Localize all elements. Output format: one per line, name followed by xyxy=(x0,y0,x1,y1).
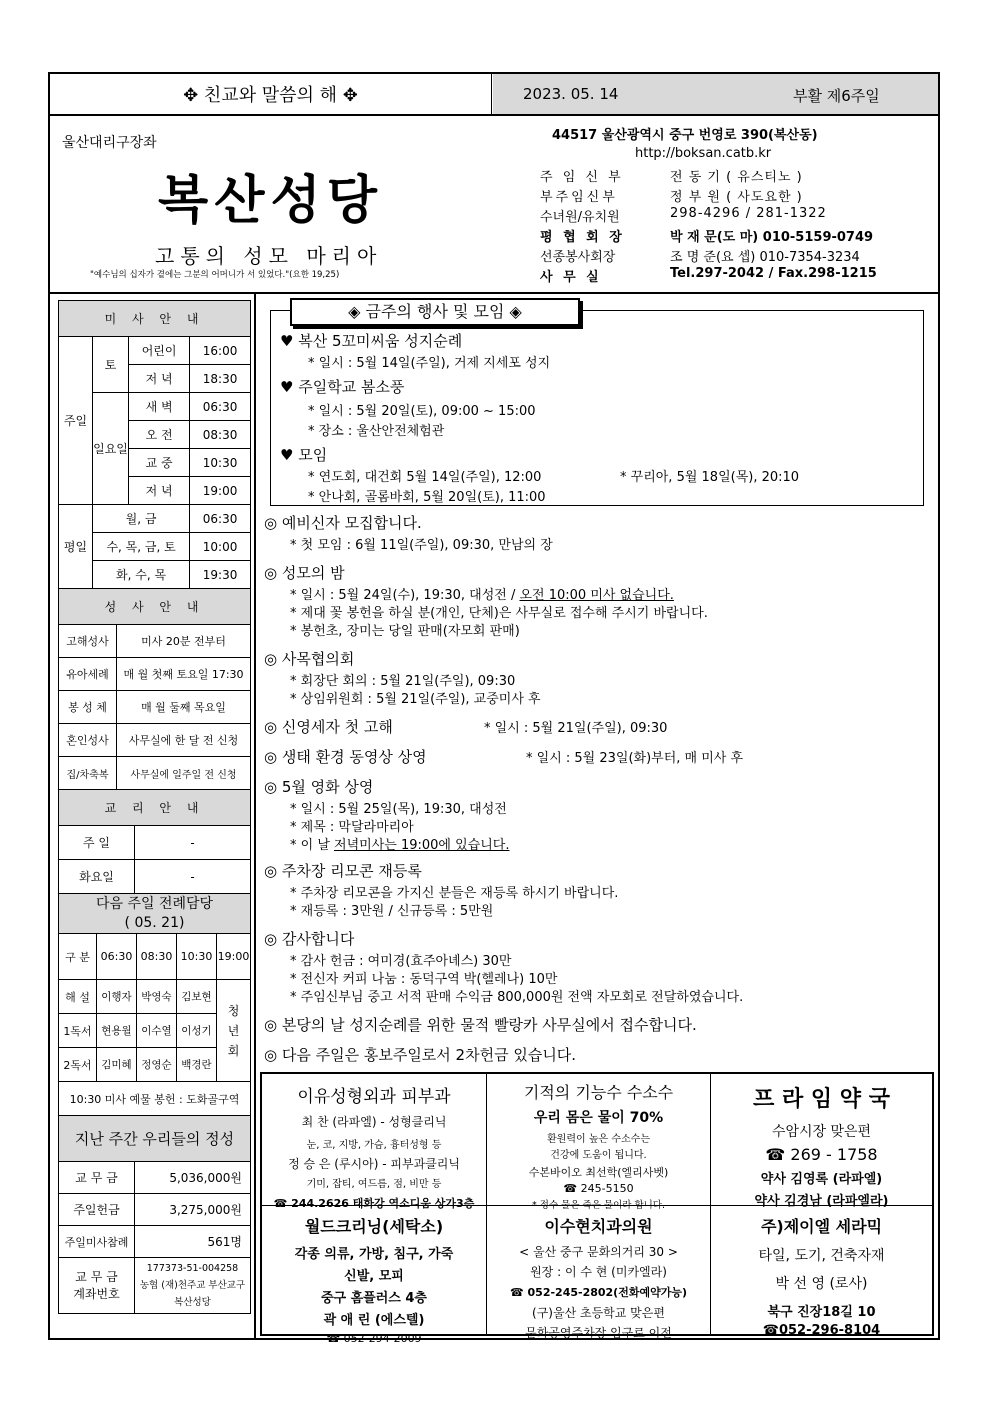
ad-line: 건강에 도움이 됩니다. xyxy=(550,1150,647,1161)
sat-label: 토 xyxy=(93,337,129,393)
ad-line: 박 선 영 (로사) xyxy=(775,1276,868,1292)
notice-text: * 일시 : 5월 24일(수), 19:30, 대성전 / xyxy=(290,588,520,603)
ad-line: 기미, 잡티, 여드름, 점, 비만 등 xyxy=(306,1179,442,1190)
notice-detail: * 봉헌초, 장미는 당일 판매(자모회 판매) xyxy=(290,624,520,639)
liturgy-head: 08:30 xyxy=(136,934,176,980)
doctrine-day: 주 일 xyxy=(59,826,135,860)
doctrine-info: - xyxy=(135,826,251,860)
liturgy-head: 19:00 xyxy=(217,934,251,980)
staff-name: Tel.297-2042 / Fax.298-1215 xyxy=(670,266,877,281)
event-detail: * 연도회, 대건회 5월 14일(주일), 12:00 xyxy=(308,470,542,485)
event-detail: * 안나회, 골롬바회, 5월 20일(토), 11:00 xyxy=(308,490,546,505)
liturgy-role: 해 설 xyxy=(59,980,97,1014)
account-number: 177373-51-004258 xyxy=(146,1263,239,1274)
ad-title: 기적의 기능수 수소수 xyxy=(523,1083,674,1102)
ad-title: 프 라 임 약 국 xyxy=(753,1087,890,1112)
ad-line: 수암시장 맞은편 xyxy=(771,1124,872,1140)
ad-line: 곽 애 린 (에스텔) xyxy=(323,1313,425,1328)
scripture-quote: "예수님의 십자가 곁에는 그분의 어머니가 서 있었다."(요한 19,25) xyxy=(90,270,340,280)
notice-detail: * 회장단 회의 : 5월 21일(주일), 09:30 xyxy=(290,674,516,689)
notice-detail: * 상임위원회 : 5월 21일(주일), 교중미사 후 xyxy=(290,692,541,707)
sunday-label: 주일 xyxy=(59,337,93,505)
event-detail: * 꾸리아, 5월 18일(목), 20:10 xyxy=(620,470,800,485)
patron-name: 고통의 성모 마리아 xyxy=(155,244,383,268)
notice-detail: * 일시 : 5월 25일(목), 19:30, 대성전 xyxy=(290,802,507,817)
liturgy-table xyxy=(58,893,251,1116)
sacrament-name: 유아세례 xyxy=(59,658,117,691)
liturgy-head: 구 분 xyxy=(59,934,97,980)
mass-name: 어린이 xyxy=(129,337,190,365)
notice-detail: * 첫 모임 : 6월 11일(주일), 09:30, 만남의 장 xyxy=(290,538,553,553)
ads-grid xyxy=(260,1072,934,1345)
liturgy-person: 박영숙 xyxy=(136,980,176,1014)
liturgy-title-text: 다음 주일 전례담당 xyxy=(95,895,214,912)
staff-name: 박 재 문(도 마) 010-5159-0749 xyxy=(670,230,874,245)
offering-label: 교 무 금 xyxy=(59,1162,135,1194)
ad-dental xyxy=(487,1206,711,1340)
mass-time: 10:30 xyxy=(190,449,251,477)
left-column xyxy=(58,300,251,1335)
liturgy-person: 김보현 xyxy=(176,980,216,1014)
notice-text: * 이 날 xyxy=(290,838,335,853)
liturgy-person: 정영순 xyxy=(136,1048,176,1082)
staff-row xyxy=(540,206,935,226)
account-label: 교 무 금 계좌번호 xyxy=(59,1258,135,1314)
notice-heading: ◎ 본당의 날 성지순례를 위한 물적 빨랑카 사무실에서 접수합니다. xyxy=(264,1016,697,1034)
mass-schedule xyxy=(58,300,251,589)
account-info xyxy=(135,1258,251,1314)
sacrament-info: 사무실에 일주일 전 신청 xyxy=(117,757,251,790)
notice-detail xyxy=(290,584,674,603)
offering-table xyxy=(58,1115,251,1314)
diocese-label: 울산대리구장좌 xyxy=(62,135,157,151)
date-box xyxy=(493,74,938,114)
notice-heading: ◎ 생태 환경 동영상 상영 xyxy=(264,748,427,766)
sacrament-table xyxy=(58,588,251,790)
staff-name: 조 명 준(요 셉) 010-7354-3234 xyxy=(670,250,860,265)
ad-line: 북구 진장18길 10 xyxy=(767,1305,876,1320)
ad-phone: ☎052-296-8104 xyxy=(762,1323,881,1338)
sun-label: 일요일 xyxy=(93,393,129,505)
ad-line: 각종 의류, 가방, 침구, 가죽 xyxy=(294,1247,454,1262)
staff-name: 전 동 기 ( 유스티노 ) xyxy=(670,170,803,185)
notice-detail: * 제대 꽃 봉헌을 하실 분(개인, 단체)은 사무실로 접수해 주시기 바랍니다. xyxy=(290,606,708,621)
notice-heading: ◎ 감사합니다 xyxy=(264,930,355,948)
sacrament-name: 집/차축복 xyxy=(59,757,117,790)
liturgy-person: 이행자 xyxy=(97,980,137,1014)
staff-role: 선종봉사회장 xyxy=(540,250,616,265)
doctrine-day: 화요일 xyxy=(59,860,135,894)
mass-name: 저 녁 xyxy=(129,365,190,393)
ad-line: 우리 몸은 물이 70% xyxy=(533,1110,664,1126)
ad-pharmacy xyxy=(711,1074,932,1209)
mass-name: 새 벽 xyxy=(129,393,190,421)
staff-row xyxy=(540,226,935,246)
header-bar xyxy=(50,74,938,116)
liturgy-role: 2독서 xyxy=(59,1048,97,1082)
masthead xyxy=(50,116,938,294)
staff-role: 부주임신부 xyxy=(540,190,618,205)
mass-name: 저 녁 xyxy=(129,477,190,505)
parish-name: 복산성당 xyxy=(158,170,383,231)
mass-time: 16:00 xyxy=(190,337,251,365)
ad-phone: ☎ 244.2626 태화강 역소디움 상가3층 xyxy=(273,1197,475,1210)
offering-label: 주일헌금 xyxy=(59,1194,135,1226)
notice-heading: ◎ 5월 영화 상영 xyxy=(264,778,374,796)
notice-detail: * 감사 헌금 : 여미경(효주아녜스) 30만 xyxy=(290,954,512,969)
mass-time: 10:00 xyxy=(190,533,251,561)
ad-line: (구)울산 초등학교 맞은편 xyxy=(532,1306,665,1320)
staff-role: 주 임 신 부 xyxy=(540,170,624,185)
ad-line: 정 승 은 (루시아) - 피부과클리닉 xyxy=(288,1157,460,1171)
mass-time: 19:00 xyxy=(190,477,251,505)
ad-line: 약사 김경남 (라파엘라) xyxy=(754,1194,889,1209)
notice-detail: * 제목 : 막달라마리아 xyxy=(290,820,414,835)
year-motto: ✥ 친교와 말씀의 해 ✥ xyxy=(50,74,492,114)
event-detail: * 일시 : 5월 14일(주일), 거제 지세포 성지 xyxy=(308,356,551,371)
staff-name: 298-4296 / 281-1322 xyxy=(670,206,827,221)
ad-line: * 정수 물은 죽은 물이라 합니다. xyxy=(532,1200,665,1211)
ad-phone: ☎ 052-294-2009 xyxy=(326,1332,422,1345)
mass-time: 06:30 xyxy=(190,505,251,533)
ad-line: 중구 홈플러스 4층 xyxy=(320,1291,427,1306)
youth-group: 청년회 xyxy=(217,980,251,1082)
doctrine-info: - xyxy=(135,860,251,894)
mass-time: 06:30 xyxy=(190,393,251,421)
notice-detail xyxy=(290,834,509,853)
staff-role: 사 무 실 xyxy=(540,270,602,285)
sacrament-info: 매 월 둘째 목요일 xyxy=(117,691,251,724)
notice-detail: * 전신자 커피 나눔 : 동덕구역 박(헬레나) 10만 xyxy=(290,972,558,987)
sacrament-name: 봉 성 체 xyxy=(59,691,117,724)
event-heading: ♥ 모임 xyxy=(280,446,328,464)
ad-title: 주)제이엘 세라믹 xyxy=(760,1217,883,1236)
ad-title: 월드크리닝(세탁소) xyxy=(304,1217,444,1236)
ad-title: 이수현치과의원 xyxy=(544,1217,653,1236)
event-heading: ♥ 복산 5꼬미씨움 성지순례 xyxy=(280,332,463,350)
offering-value: 5,036,000원 xyxy=(135,1162,251,1194)
notice-detail: * 일시 : 5월 21일(주일), 09:30 xyxy=(484,721,668,736)
liturgy-date: ( 05. 21) xyxy=(124,914,185,931)
section-title: 성 사 안 내 xyxy=(59,589,251,625)
liturgical-sunday: 부활 제6주일 xyxy=(793,87,880,105)
notice-detail: * 일시 : 5월 23일(화)부터, 매 미사 후 xyxy=(526,751,744,766)
ad-phone: ☎ 052-245-2802(전화예약가능) xyxy=(509,1286,687,1299)
ad-phone: ☎ 245-5150 xyxy=(563,1182,634,1195)
staff-row xyxy=(540,186,935,206)
sacrament-name: 고해성사 xyxy=(59,625,117,658)
mass-time: 18:30 xyxy=(190,365,251,393)
notice-detail: * 주차장 리모콘을 가지신 분들은 재등록 하시기 바랍니다. xyxy=(290,886,619,901)
ad-line: 눈, 코, 지방, 가슴, 흉터성형 등 xyxy=(306,1140,442,1151)
column-divider xyxy=(254,294,256,1340)
account-holder: 복산성당 xyxy=(174,1297,211,1308)
mass-name: 교 중 xyxy=(129,449,190,477)
mass-time: 19:30 xyxy=(190,561,251,589)
bulletin-page xyxy=(48,72,940,1345)
notice-emphasis: 저녁미사는 19:00에 있습니다. xyxy=(334,838,510,853)
liturgy-person: 백경란 xyxy=(176,1048,216,1082)
liturgy-person: 현용월 xyxy=(97,1014,137,1048)
sacrament-info: 매 월 첫째 토요일 17:30 xyxy=(117,658,251,691)
ad-line: 타일, 도기, 건축자재 xyxy=(758,1248,885,1264)
liturgy-person: 김미혜 xyxy=(97,1048,137,1082)
ad-title: 이유성형외과 피부과 xyxy=(297,1087,451,1107)
ad-line: 원장 : 이 수 현 (미카엘라) xyxy=(530,1265,667,1279)
ad-laundry xyxy=(262,1206,487,1345)
ad-clinic xyxy=(262,1074,487,1210)
event-heading: ♥ 주일학교 봄소풍 xyxy=(280,378,405,396)
weekday-label: 평일 xyxy=(59,505,93,589)
ad-line: 최 찬 (라파엘) - 성형클리닉 xyxy=(301,1115,447,1129)
liturgy-head: 06:30 xyxy=(97,934,137,980)
sacrament-info: 사무실에 한 달 전 신청 xyxy=(117,724,251,757)
mass-name: 수, 목, 금, 토 xyxy=(93,533,190,561)
offering-title: 지난 주간 우리들의 정성 xyxy=(59,1116,251,1162)
ad-line: 약사 김영록 (라파엘) xyxy=(760,1172,883,1187)
notice-detail: * 주임신부님 중고 서적 판매 수익금 800,000원 전액 자모회로 전달하였습니다. xyxy=(290,990,744,1005)
liturgy-title xyxy=(59,894,251,934)
offering-value: 3,275,000원 xyxy=(135,1194,251,1226)
ad-line: < 울산 중구 문화의거리 30 > xyxy=(519,1245,678,1259)
section-title: 교 리 안 내 xyxy=(59,790,251,826)
notice-heading: ◎ 성모의 밤 xyxy=(264,564,345,582)
event-detail: * 장소 : 울산안전체험관 xyxy=(308,424,445,439)
staff-role: 수녀원/유치원 xyxy=(540,210,620,225)
notice-heading: ◎ 신영세자 첫 고해 xyxy=(264,718,393,736)
issue-date: 2023. 05. 14 xyxy=(523,85,619,103)
notice-detail: * 재등록 : 3만원 / 신규등록 : 5만원 xyxy=(290,904,494,919)
ad-ceramic xyxy=(711,1206,932,1338)
address: 44517 울산광역시 중구 번영로 390(복산동) xyxy=(552,128,818,143)
doctrine-table xyxy=(58,789,251,894)
account-bank: 농협 (재)천주교 부산교구 xyxy=(139,1280,246,1291)
liturgy-person: 이수열 xyxy=(136,1014,176,1048)
staff-row xyxy=(540,166,935,186)
mass-name: 월, 금 xyxy=(93,505,190,533)
liturgy-person: 이성기 xyxy=(176,1014,216,1048)
staff-row xyxy=(540,246,935,266)
offering-label: 주일미사참례 xyxy=(59,1226,135,1258)
liturgy-head: 10:30 xyxy=(176,934,216,980)
notice-heading: ◎ 예비신자 모집합니다. xyxy=(264,514,422,532)
event-detail: * 일시 : 5월 20일(토), 09:00 ~ 15:00 xyxy=(308,404,536,419)
staff-role: 평 협 회 장 xyxy=(540,230,625,245)
offering-value: 561명 xyxy=(135,1226,251,1258)
sacrament-name: 혼인성사 xyxy=(59,724,117,757)
staff-row xyxy=(540,266,935,286)
offering-note: 10:30 미사 예물 봉헌 : 도화골구역 xyxy=(59,1082,251,1116)
notice-heading: ◎ 사목협의회 xyxy=(264,650,355,668)
ad-line: 신발, 모피 xyxy=(344,1269,404,1284)
section-title: 미 사 안 내 xyxy=(59,301,251,337)
ad-line: 환원력이 높은 수소수는 xyxy=(547,1134,650,1145)
staff-name: 정 부 원 ( 사도요한 ) xyxy=(670,190,803,205)
notice-emphasis: 오전 10:00 미사 없습니다. xyxy=(519,588,674,603)
notice-heading: ◎ 다음 주일은 홍보주일로서 2차헌금 있습니다. xyxy=(264,1046,577,1064)
liturgy-role: 1독서 xyxy=(59,1014,97,1048)
mass-name: 오 전 xyxy=(129,421,190,449)
sacrament-info: 미사 20분 전부터 xyxy=(117,625,251,658)
mass-name: 화, 수, 목 xyxy=(93,561,190,589)
notice-heading: ◎ 주차장 리모콘 재등록 xyxy=(264,862,422,880)
weekly-events-title: ◈ 금주의 행사 및 모임 ◈ xyxy=(290,298,580,326)
mass-time: 08:30 xyxy=(190,421,251,449)
website-link[interactable]: http://boksan.catb.kr xyxy=(635,146,772,161)
ad-line: 문화공영주차장 입구로 이전 xyxy=(525,1326,672,1340)
ad-hydrogen-water xyxy=(487,1074,711,1211)
ad-line: 수본바이오 최선학(엘리사벳) xyxy=(528,1166,669,1179)
ad-phone: ☎ 269 - 1758 xyxy=(765,1145,878,1164)
